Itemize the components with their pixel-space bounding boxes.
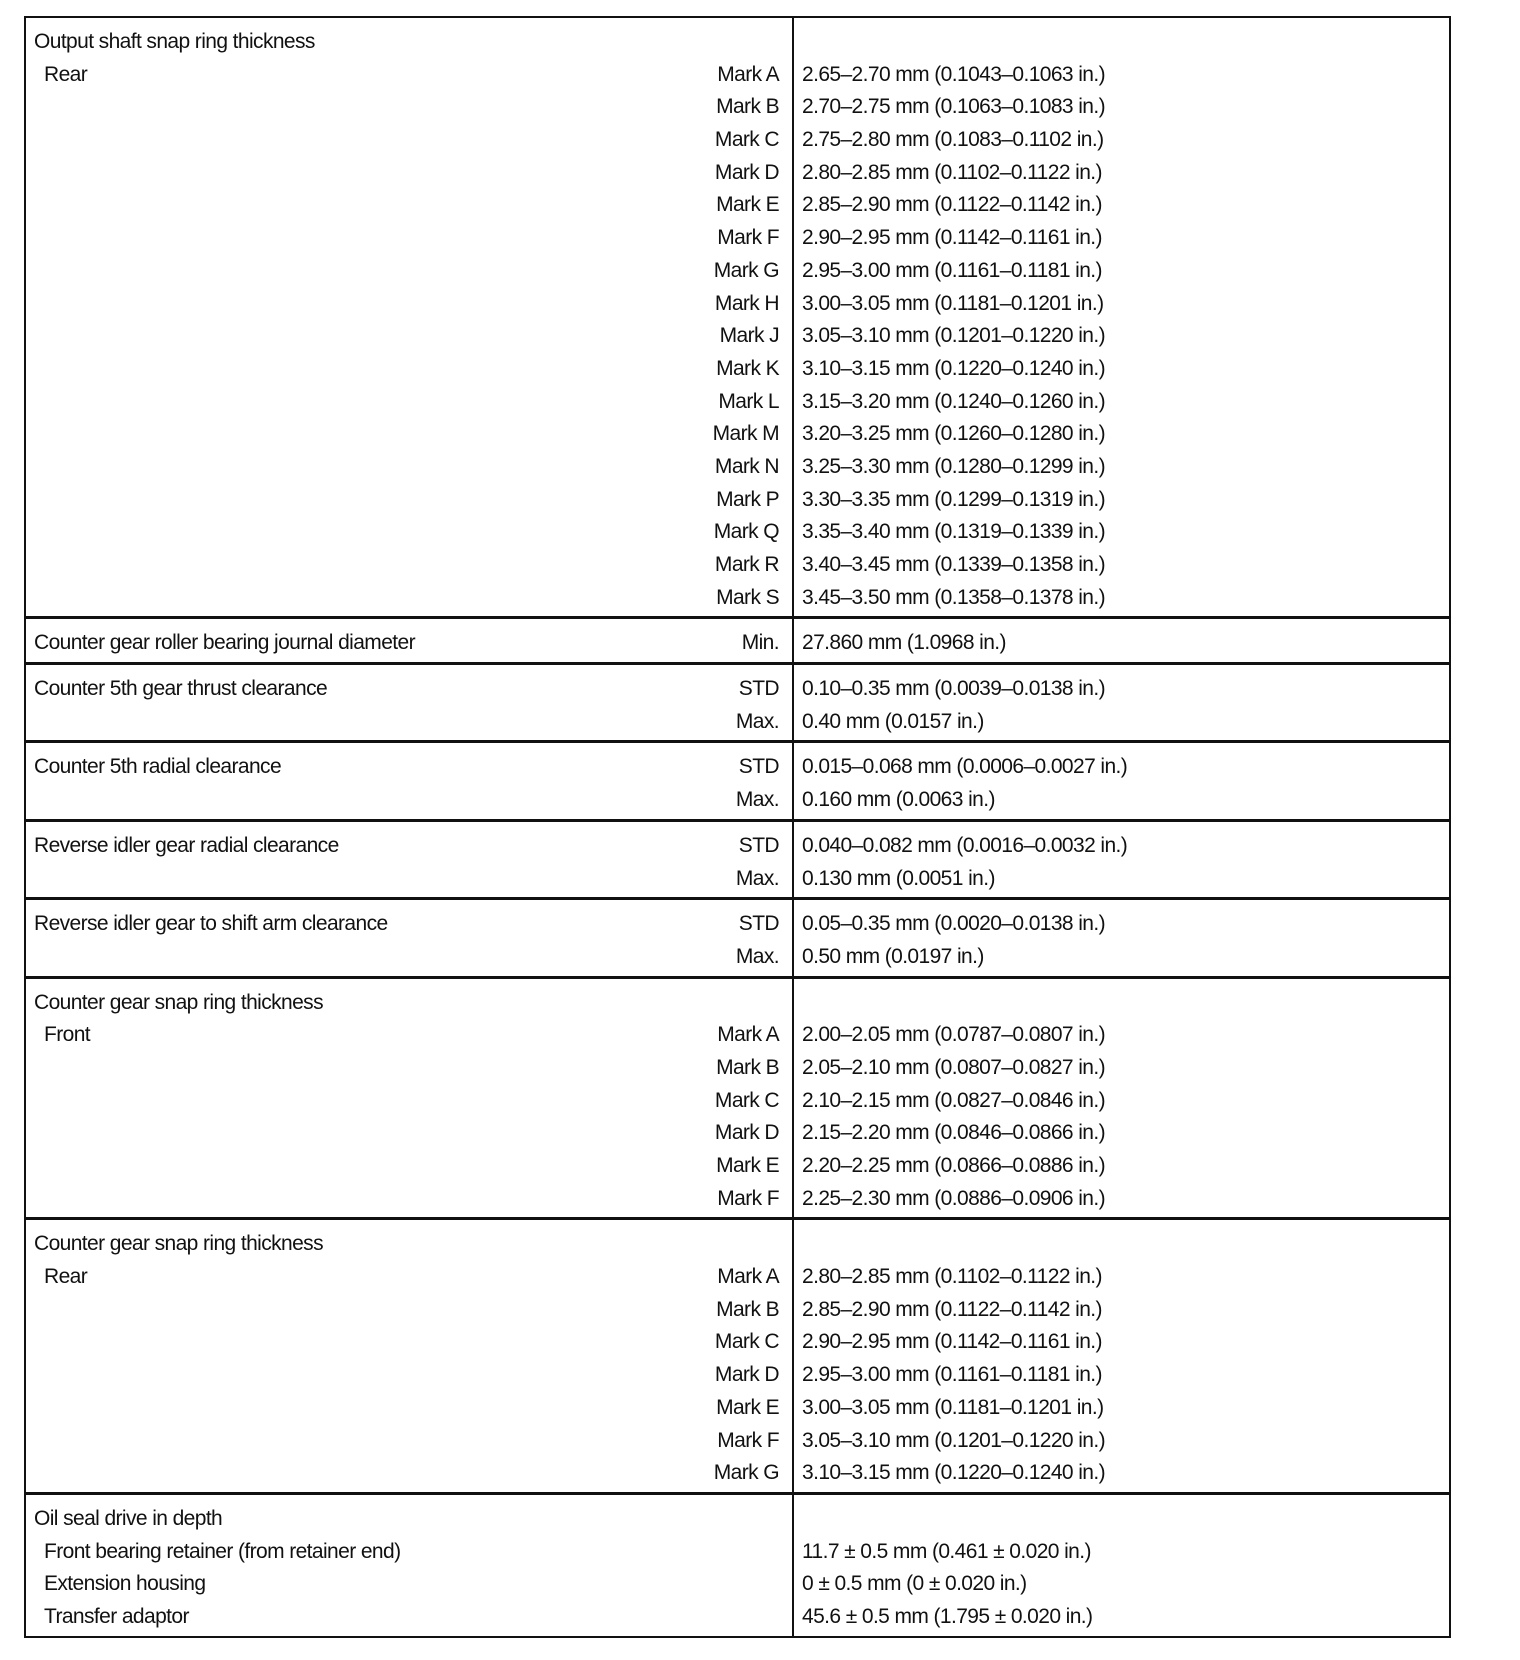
- row-value: 3.00–3.05 mm (0.1181–0.1201 in.): [802, 1395, 1104, 1419]
- spec-row: [26, 1326, 1449, 1359]
- spec-row: [26, 1425, 1449, 1458]
- spec-row: [26, 1392, 1449, 1425]
- spec-row: [26, 941, 1449, 974]
- spec-row: [26, 157, 1449, 190]
- spec-row: [26, 451, 1449, 484]
- spec-row: [26, 288, 1449, 321]
- row-mark: Mark A: [717, 1265, 779, 1289]
- row-value: 3.30–3.35 mm (0.1299–0.1319 in.): [802, 487, 1106, 511]
- row-mark: Max.: [735, 866, 779, 890]
- row-mark: Mark G: [713, 1461, 779, 1485]
- row-value: 0.040–0.082 mm (0.0016–0.0032 in.): [802, 833, 1128, 857]
- row-mark: Mark R: [714, 553, 779, 576]
- spec-section: [26, 662, 1449, 740]
- row-value: 0.10–0.35 mm (0.0039–0.0138 in.): [802, 677, 1106, 701]
- row-mark: Mark P: [716, 487, 779, 511]
- row-label: Front bearing retainer (from retainer end): [44, 1539, 401, 1563]
- row-value: 3.25–3.30 mm (0.1280–0.1299 in.): [802, 454, 1106, 478]
- spec-row: [26, 751, 1449, 784]
- spec-row: [26, 353, 1449, 386]
- section-title: Counter gear snap ring thickness: [34, 1232, 323, 1256]
- row-value: 2.95–3.00 mm (0.1161–0.1181 in.): [802, 1363, 1102, 1387]
- spec-section: [26, 897, 1449, 975]
- row-value: 3.00–3.05 mm (0.1181–0.1201 in.): [802, 291, 1104, 315]
- spec-row: [26, 1359, 1449, 1392]
- row-mark: Mark L: [718, 389, 779, 413]
- row-mark: Max.: [735, 788, 779, 812]
- section-title: Counter gear snap ring thickness: [34, 990, 323, 1014]
- row-mark: Mark K: [716, 356, 779, 380]
- row-value: 2.10–2.15 mm (0.0827–0.0846 in.): [802, 1088, 1106, 1112]
- row-mark: Mark H: [714, 291, 779, 315]
- row-value: 3.05–3.10 mm (0.1201–0.1220 in.): [802, 1428, 1106, 1452]
- spec-row: [26, 706, 1449, 739]
- row-mark: Mark B: [716, 1297, 779, 1321]
- row-mark: Mark F: [717, 226, 779, 250]
- spec-row: [26, 627, 1449, 660]
- row-mark: Mark Q: [713, 520, 779, 544]
- row-mark: Mark J: [719, 324, 779, 348]
- row-label: Rear: [44, 62, 88, 86]
- row-label: Rear: [44, 1265, 88, 1289]
- spec-row: [26, 59, 1449, 92]
- spec-row: [26, 673, 1449, 706]
- spec-row: [26, 1150, 1449, 1183]
- section-title-row: [26, 1228, 1449, 1261]
- spec-section: [26, 616, 1449, 662]
- row-value: 2.85–2.90 mm (0.1122–0.1142 in.): [802, 193, 1102, 217]
- row-mark: Mark M: [712, 422, 779, 446]
- spec-row: [26, 1019, 1449, 1052]
- spec-row: [26, 516, 1449, 549]
- row-mark: Mark F: [717, 1428, 779, 1452]
- row-mark: STD: [738, 755, 779, 779]
- spec-row: [26, 1261, 1449, 1294]
- row-value: 3.45–3.50 mm (0.1358–0.1378 in.): [802, 585, 1106, 609]
- row-mark: Mark B: [716, 1055, 779, 1079]
- row-value: 2.95–3.00 mm (0.1161–0.1181 in.): [802, 258, 1102, 282]
- row-mark: Max.: [735, 944, 779, 968]
- row-mark: Mark B: [716, 95, 779, 119]
- section-title: Output shaft snap ring thickness: [34, 30, 315, 53]
- row-value: 3.40–3.45 mm (0.1339–0.1358 in.): [802, 553, 1106, 576]
- spec-row: [26, 189, 1449, 222]
- row-mark: Mark C: [714, 1330, 779, 1354]
- row-value: 0.130 mm (0.0051 in.): [802, 866, 995, 890]
- row-label: Reverse idler gear radial clearance: [34, 833, 339, 857]
- spec-row: [26, 863, 1449, 896]
- row-mark: Mark E: [716, 1154, 779, 1177]
- row-value: 2.65–2.70 mm (0.1043–0.1063 in.): [802, 62, 1106, 86]
- row-mark: Mark E: [716, 193, 779, 217]
- row-mark: Mark E: [716, 1395, 779, 1419]
- row-mark: Mark G: [713, 258, 779, 282]
- row-mark: Mark D: [714, 160, 779, 184]
- spec-row: [26, 784, 1449, 817]
- spec-row: [26, 582, 1449, 615]
- spec-row: [26, 484, 1449, 517]
- spec-row: [26, 1183, 1449, 1216]
- row-value: 2.05–2.10 mm (0.0807–0.0827 in.): [802, 1055, 1106, 1079]
- spec-row: [26, 255, 1449, 288]
- spec-section: [26, 740, 1449, 818]
- row-value: 2.25–2.30 mm (0.0886–0.0906 in.): [802, 1186, 1106, 1210]
- spec-section: [26, 976, 1449, 1218]
- row-value: 2.15–2.20 mm (0.0846–0.0866 in.): [802, 1121, 1106, 1145]
- row-label: Extension housing: [44, 1572, 206, 1596]
- spec-row: [26, 386, 1449, 419]
- row-value: 0.40 mm (0.0157 in.): [802, 709, 984, 733]
- row-mark: STD: [738, 677, 779, 701]
- spec-row: [26, 1536, 1449, 1569]
- row-value: 2.80–2.85 mm (0.1102–0.1122 in.): [802, 160, 1102, 184]
- row-value: 3.10–3.15 mm (0.1220–0.1240 in.): [802, 1461, 1106, 1485]
- row-value: 2.75–2.80 mm (0.1083–0.1102 in.): [802, 128, 1104, 152]
- row-mark: Mark A: [717, 62, 779, 86]
- row-value: 0.05–0.35 mm (0.0020–0.0138 in.): [802, 912, 1106, 936]
- row-mark: Mark A: [717, 1023, 779, 1047]
- row-value: 3.10–3.15 mm (0.1220–0.1240 in.): [802, 356, 1106, 380]
- row-label: Counter 5th radial clearance: [34, 755, 282, 779]
- row-mark: Mark N: [714, 454, 779, 478]
- spec-row: [26, 1294, 1449, 1327]
- row-value: 2.90–2.95 mm (0.1142–0.1161 in.): [802, 226, 1102, 250]
- row-mark: Mark F: [717, 1186, 779, 1210]
- row-mark: Min.: [741, 631, 779, 655]
- spec-row: [26, 1117, 1449, 1150]
- row-value: 0.015–0.068 mm (0.0006–0.0027 in.): [802, 755, 1128, 779]
- row-value: 3.15–3.20 mm (0.1240–0.1260 in.): [802, 389, 1106, 413]
- row-mark: Mark C: [714, 1088, 779, 1112]
- row-mark: STD: [738, 833, 779, 857]
- row-label: Front: [44, 1023, 91, 1047]
- row-value: 45.6 ± 0.5 mm (1.795 ± 0.020 in.): [802, 1604, 1093, 1628]
- row-value: 2.70–2.75 mm (0.1063–0.1083 in.): [802, 95, 1106, 119]
- row-value: 3.05–3.10 mm (0.1201–0.1220 in.): [802, 324, 1106, 348]
- row-value: 2.90–2.95 mm (0.1142–0.1161 in.): [802, 1330, 1102, 1354]
- spec-row: [26, 91, 1449, 124]
- row-value: 2.80–2.85 mm (0.1102–0.1122 in.): [802, 1265, 1102, 1289]
- row-label: Reverse idler gear to shift arm clearance: [34, 912, 388, 936]
- spec-row: [26, 1457, 1449, 1490]
- row-mark: Mark D: [714, 1121, 779, 1145]
- spec-row: [26, 830, 1449, 863]
- section-title-row: [26, 987, 1449, 1020]
- row-value: 11.7 ± 0.5 mm (0.461 ± 0.020 in.): [802, 1539, 1091, 1563]
- row-mark: Max.: [735, 709, 779, 733]
- spec-section: [26, 1492, 1449, 1636]
- spec-row: [26, 1601, 1449, 1634]
- section-title: Oil seal drive in depth: [34, 1506, 223, 1530]
- section-title-row: [26, 26, 1449, 59]
- row-value: 3.20–3.25 mm (0.1260–0.1280 in.): [802, 422, 1106, 446]
- row-value: 3.35–3.40 mm (0.1319–0.1339 in.): [802, 520, 1106, 544]
- spec-row: [26, 1052, 1449, 1085]
- spec-section: [26, 1217, 1449, 1492]
- spec-row: [26, 418, 1449, 451]
- row-mark: Mark S: [716, 585, 779, 609]
- row-label: Counter gear roller bearing journal diameter: [34, 631, 415, 655]
- row-label: Counter 5th gear thrust clearance: [34, 677, 328, 701]
- spec-row: [26, 222, 1449, 255]
- spec-table: [24, 16, 1451, 1638]
- row-value: 2.20–2.25 mm (0.0866–0.0886 in.): [802, 1154, 1106, 1177]
- section-title-row: [26, 1503, 1449, 1536]
- row-value: 0 ± 0.5 mm (0 ± 0.020 in.): [802, 1572, 1027, 1596]
- spec-row: [26, 124, 1449, 157]
- spec-row: [26, 1568, 1449, 1601]
- row-value: 0.50 mm (0.0197 in.): [802, 944, 984, 968]
- row-value: 2.85–2.90 mm (0.1122–0.1142 in.): [802, 1297, 1102, 1321]
- spec-row: [26, 908, 1449, 941]
- spec-section: [26, 18, 1449, 616]
- row-label: Transfer adaptor: [44, 1604, 189, 1628]
- row-value: 0.160 mm (0.0063 in.): [802, 788, 995, 812]
- spec-row: [26, 549, 1449, 582]
- row-mark: STD: [738, 912, 779, 936]
- spec-section: [26, 819, 1449, 897]
- row-value: 27.860 mm (1.0968 in.): [802, 631, 1006, 655]
- spec-row: [26, 320, 1449, 353]
- row-mark: Mark D: [714, 1363, 779, 1387]
- row-mark: Mark C: [714, 128, 779, 152]
- spec-row: [26, 1085, 1449, 1118]
- row-value: 2.00–2.05 mm (0.0787–0.0807 in.): [802, 1023, 1106, 1047]
